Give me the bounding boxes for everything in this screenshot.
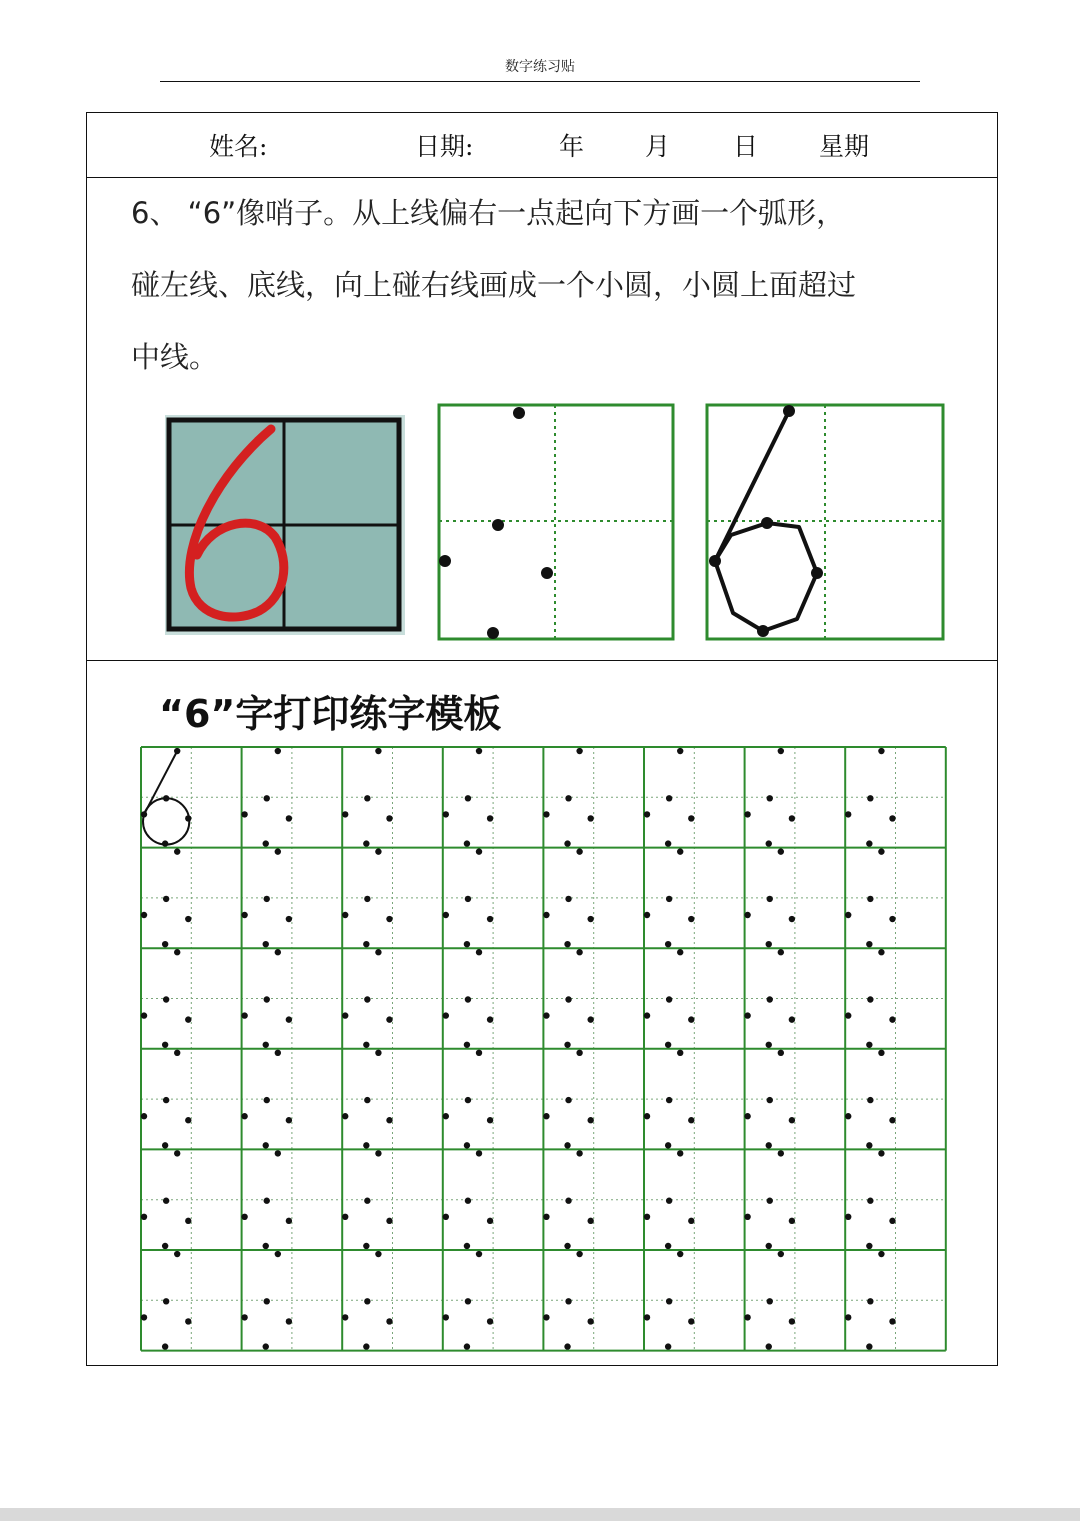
- practice-guide-dot: [565, 1198, 571, 1204]
- practice-guide-dot: [464, 941, 470, 947]
- practice-guide-dot: [644, 1012, 650, 1018]
- practice-guide-dot: [845, 811, 851, 817]
- practice-guide-dot: [543, 1314, 549, 1320]
- practice-guide-dot: [241, 1314, 247, 1320]
- practice-guide-dot: [866, 1343, 872, 1349]
- practice-guide-dot: [375, 1251, 381, 1257]
- practice-guide-dot: [867, 996, 873, 1002]
- practice-guide-dot: [375, 748, 381, 754]
- practice-guide-dot: [275, 1251, 281, 1257]
- practice-guide-dot: [878, 748, 884, 754]
- practice-guide-dot: [443, 1113, 449, 1119]
- practice-guide-dot: [464, 1042, 470, 1048]
- practice-guide-dot: [587, 815, 593, 821]
- header-rule: [160, 81, 920, 82]
- practice-guide-dot: [576, 1150, 582, 1156]
- practice-guide-dot: [688, 1218, 694, 1224]
- practice-guide-dot: [587, 916, 593, 922]
- practice-guide-dot: [564, 1142, 570, 1148]
- practice-guide-dot: [666, 1097, 672, 1103]
- practice-guide-dot: [778, 1251, 784, 1257]
- practice-guide-dot: [587, 1318, 593, 1324]
- guide-dot: [811, 567, 823, 579]
- practice-guide-dot: [665, 1042, 671, 1048]
- info-row: [87, 113, 997, 178]
- practice-guide-dot: [487, 1218, 493, 1224]
- practice-guide-dot: [677, 1050, 683, 1056]
- practice-guide-dot: [375, 848, 381, 854]
- guide-dot: [709, 555, 721, 567]
- instruction-line-1: 6、 “6”像哨子。从上线偏右一点起向下方画一个弧形，: [131, 196, 846, 230]
- practice-guide-dot: [464, 1343, 470, 1349]
- practice-guide-dot: [465, 896, 471, 902]
- practice-guide-dot: [174, 1251, 180, 1257]
- practice-guide-dot: [141, 1113, 147, 1119]
- practice-guide-dot: [767, 1198, 773, 1204]
- practice-guide-dot: [866, 1243, 872, 1249]
- practice-guide-dot: [476, 1150, 482, 1156]
- practice-guide-dot: [767, 1298, 773, 1304]
- practice-guide-dot: [363, 1243, 369, 1249]
- practice-guide-dot: [866, 840, 872, 846]
- practice-guide-dot: [677, 949, 683, 955]
- practice-guide-dot: [565, 996, 571, 1002]
- day-label: 日: [733, 132, 759, 161]
- practice-guide-dot: [185, 916, 191, 922]
- year-label: 年: [559, 132, 585, 161]
- practice-guide-dot: [386, 1218, 392, 1224]
- practice-guide-dot: [364, 795, 370, 801]
- practice-guide-dot: [464, 1142, 470, 1148]
- instruction-line-3: 中线。: [131, 340, 219, 374]
- date-label: 日期:: [415, 132, 474, 161]
- practice-guide-dot: [264, 1097, 270, 1103]
- practice-guide-dot: [677, 1251, 683, 1257]
- guide-dot: [492, 519, 504, 531]
- practice-guide-dot: [789, 916, 795, 922]
- practice-guide-dot: [275, 1150, 281, 1156]
- practice-guide-dot: [487, 1016, 493, 1022]
- practice-guide-dot: [162, 1142, 168, 1148]
- practice-guide-dot: [688, 1318, 694, 1324]
- practice-guide-dot: [867, 896, 873, 902]
- practice-guide-dot: [766, 1042, 772, 1048]
- practice-guide-dot: [264, 1298, 270, 1304]
- practice-guide-dot: [767, 1097, 773, 1103]
- practice-guide-dot: [543, 1012, 549, 1018]
- practice-guide-dot: [163, 795, 169, 801]
- practice-guide-dot: [778, 1150, 784, 1156]
- practice-guide-dot: [364, 1298, 370, 1304]
- practice-guide-dot: [889, 815, 895, 821]
- practice-guide-dot: [241, 912, 247, 918]
- practice-guide-dot: [241, 1012, 247, 1018]
- demo-trace-panel: [705, 401, 947, 643]
- practice-guide-dot: [889, 1016, 895, 1022]
- weekday-label: 星期: [819, 132, 870, 161]
- practice-guide-dot: [476, 1050, 482, 1056]
- practice-guide-dot: [185, 1318, 191, 1324]
- practice-guide-dot: [688, 916, 694, 922]
- practice-guide-dot: [565, 896, 571, 902]
- practice-guide-dot: [264, 896, 270, 902]
- practice-guide-dot: [766, 840, 772, 846]
- practice-guide-dot: [476, 1251, 482, 1257]
- practice-guide-dot: [185, 1218, 191, 1224]
- practice-guide-dot: [342, 1113, 348, 1119]
- practice-guide-dot: [386, 1117, 392, 1123]
- practice-guide-dot: [264, 1198, 270, 1204]
- practice-guide-dot: [163, 1298, 169, 1304]
- practice-guide-dot: [587, 1218, 593, 1224]
- practice-guide-dot: [889, 1318, 895, 1324]
- practice-guide-dot: [163, 896, 169, 902]
- practice-guide-dot: [867, 1097, 873, 1103]
- practice-guide-dot: [141, 1214, 147, 1220]
- practice-guide-dot: [889, 1117, 895, 1123]
- practice-guide-dot: [564, 941, 570, 947]
- practice-guide-dot: [789, 815, 795, 821]
- practice-grid: [139, 745, 949, 1355]
- practice-guide-dot: [174, 1150, 180, 1156]
- practice-guide-dot: [878, 1050, 884, 1056]
- practice-guide-dot: [665, 941, 671, 947]
- practice-guide-dot: [263, 840, 269, 846]
- practice-guide-dot: [576, 1050, 582, 1056]
- practice-guide-dot: [564, 1042, 570, 1048]
- practice-guide-dot: [543, 912, 549, 918]
- practice-guide-dot: [464, 840, 470, 846]
- practice-guide-dot: [543, 1113, 549, 1119]
- practice-guide-dot: [744, 1113, 750, 1119]
- practice-guide-dot: [564, 1243, 570, 1249]
- practice-guide-dot: [644, 912, 650, 918]
- practice-guide-dot: [465, 795, 471, 801]
- practice-guide-dot: [443, 1012, 449, 1018]
- practice-guide-dot: [241, 811, 247, 817]
- practice-guide-dot: [263, 1343, 269, 1349]
- practice-guide-dot: [263, 1243, 269, 1249]
- practice-guide-dot: [487, 1318, 493, 1324]
- practice-guide-dot: [766, 1343, 772, 1349]
- practice-guide-dot: [264, 795, 270, 801]
- practice-guide-dot: [666, 1198, 672, 1204]
- worksheet-frame: [86, 112, 998, 1366]
- practice-guide-dot: [543, 1214, 549, 1220]
- practice-guide-dot: [564, 1343, 570, 1349]
- practice-guide-dot: [174, 949, 180, 955]
- practice-guide-dot: [688, 1016, 694, 1022]
- practice-guide-dot: [889, 1218, 895, 1224]
- practice-guide-dot: [665, 1343, 671, 1349]
- practice-guide-dot: [162, 840, 168, 846]
- practice-guide-dot: [375, 1150, 381, 1156]
- practice-guide-dot: [163, 996, 169, 1002]
- instruction-section: [87, 177, 997, 661]
- practice-guide-dot: [162, 1343, 168, 1349]
- guide-dot: [439, 555, 451, 567]
- practice-guide-dot: [677, 848, 683, 854]
- practice-guide-dot: [342, 1314, 348, 1320]
- practice-guide-dot: [174, 1050, 180, 1056]
- sample-six-loop: [143, 798, 189, 844]
- practice-guide-dot: [845, 1314, 851, 1320]
- guide-dot: [513, 407, 525, 419]
- instruction-line-2: 碰左线、底线，向上碰右线画成一个小圆，小圆上面超过: [131, 268, 857, 302]
- practice-guide-dot: [576, 949, 582, 955]
- practice-guide-dot: [644, 1214, 650, 1220]
- guide-dot: [757, 625, 769, 637]
- practice-guide-dot: [363, 1343, 369, 1349]
- practice-guide-dot: [141, 1012, 147, 1018]
- practice-guide-dot: [666, 795, 672, 801]
- practice-guide-dot: [878, 1150, 884, 1156]
- practice-guide-dot: [464, 1243, 470, 1249]
- practice-guide-dot: [386, 1318, 392, 1324]
- practice-guide-dot: [185, 1016, 191, 1022]
- practice-guide-dot: [767, 996, 773, 1002]
- practice-guide-dot: [476, 748, 482, 754]
- practice-guide-dot: [487, 815, 493, 821]
- practice-guide-dot: [665, 840, 671, 846]
- practice-guide-dot: [789, 1218, 795, 1224]
- practice-guide-dot: [866, 1142, 872, 1148]
- practice-guide-dot: [644, 1113, 650, 1119]
- practice-guide-dot: [644, 1314, 650, 1320]
- practice-guide-dot: [665, 1243, 671, 1249]
- demo-digit-panel: [163, 413, 407, 637]
- practice-guide-dot: [465, 1097, 471, 1103]
- practice-guide-dot: [487, 1117, 493, 1123]
- practice-guide-dot: [789, 1117, 795, 1123]
- practice-guide-dot: [375, 1050, 381, 1056]
- practice-guide-dot: [866, 1042, 872, 1048]
- practice-guide-dot: [487, 916, 493, 922]
- demo-dots-panel: [437, 401, 677, 643]
- practice-guide-dot: [174, 748, 180, 754]
- template-title: “6”字打印练字模板: [159, 692, 502, 736]
- practice-guide-dot: [363, 941, 369, 947]
- practice-guide-dot: [241, 1113, 247, 1119]
- practice-guide-dot: [565, 1298, 571, 1304]
- practice-guide-dot: [878, 949, 884, 955]
- practice-guide-dot: [666, 1298, 672, 1304]
- bottom-scroll-bar: [0, 1508, 1080, 1521]
- practice-guide-dot: [677, 748, 683, 754]
- practice-guide-dot: [878, 848, 884, 854]
- practice-guide-dot: [778, 949, 784, 955]
- practice-guide-dot: [867, 1198, 873, 1204]
- practice-guide-dot: [766, 941, 772, 947]
- practice-guide-dot: [286, 815, 292, 821]
- practice-guide-dot: [163, 1097, 169, 1103]
- practice-guide-dot: [666, 996, 672, 1002]
- practice-guide-dot: [185, 1117, 191, 1123]
- guide-dot: [541, 567, 553, 579]
- practice-guide-dot: [174, 848, 180, 854]
- practice-guide-dot: [576, 748, 582, 754]
- guide-dot: [761, 517, 773, 529]
- practice-guide-dot: [275, 949, 281, 955]
- practice-guide-dot: [375, 949, 381, 955]
- practice-guide-dot: [465, 996, 471, 1002]
- practice-guide-dot: [564, 840, 570, 846]
- practice-guide-dot: [386, 916, 392, 922]
- practice-guide-dot: [162, 941, 168, 947]
- practice-guide-dot: [677, 1150, 683, 1156]
- practice-guide-dot: [443, 1214, 449, 1220]
- practice-guide-dot: [263, 1042, 269, 1048]
- practice-guide-dot: [867, 1298, 873, 1304]
- practice-guide-dot: [576, 1251, 582, 1257]
- practice-guide-dot: [576, 848, 582, 854]
- practice-guide-dot: [688, 815, 694, 821]
- practice-guide-dot: [565, 795, 571, 801]
- practice-guide-dot: [767, 896, 773, 902]
- practice-guide-dot: [476, 848, 482, 854]
- practice-guide-dot: [363, 1142, 369, 1148]
- practice-guide-dot: [644, 811, 650, 817]
- practice-guide-dot: [342, 1012, 348, 1018]
- practice-guide-dot: [543, 811, 549, 817]
- practice-guide-dot: [845, 1113, 851, 1119]
- practice-guide-dot: [363, 1042, 369, 1048]
- practice-guide-dot: [364, 896, 370, 902]
- practice-guide-dot: [767, 795, 773, 801]
- practice-guide-dot: [263, 1142, 269, 1148]
- practice-guide-dot: [275, 748, 281, 754]
- practice-guide-dot: [443, 912, 449, 918]
- practice-guide-dot: [878, 1251, 884, 1257]
- practice-guide-dot: [286, 916, 292, 922]
- practice-guide-dot: [364, 1198, 370, 1204]
- name-label: 姓名:: [209, 132, 268, 161]
- practice-guide-dot: [386, 815, 392, 821]
- practice-guide-dot: [476, 949, 482, 955]
- practice-guide-dot: [465, 1298, 471, 1304]
- practice-guide-dot: [688, 1117, 694, 1123]
- practice-guide-dot: [778, 748, 784, 754]
- practice-guide-dot: [141, 912, 147, 918]
- practice-guide-dot: [565, 1097, 571, 1103]
- practice-guide-dot: [744, 1012, 750, 1018]
- practice-guide-dot: [162, 1243, 168, 1249]
- page-header: 数字练习贴: [505, 59, 575, 75]
- practice-guide-dot: [264, 996, 270, 1002]
- practice-guide-dot: [778, 1050, 784, 1056]
- practice-guide-dot: [275, 848, 281, 854]
- practice-guide-dot: [789, 1016, 795, 1022]
- practice-guide-dot: [286, 1016, 292, 1022]
- practice-guide-dot: [162, 1042, 168, 1048]
- month-label: 月: [645, 132, 671, 161]
- practice-guide-dot: [342, 811, 348, 817]
- practice-guide-dot: [443, 811, 449, 817]
- practice-guide-dot: [465, 1198, 471, 1204]
- practice-guide-dot: [766, 1243, 772, 1249]
- practice-guide-dot: [665, 1142, 671, 1148]
- practice-guide-dot: [789, 1318, 795, 1324]
- practice-guide-dot: [363, 840, 369, 846]
- practice-guide-dot: [241, 1214, 247, 1220]
- practice-guide-dot: [342, 912, 348, 918]
- practice-guide-dot: [845, 1214, 851, 1220]
- practice-guide-dot: [666, 896, 672, 902]
- practice-guide-dot: [744, 1214, 750, 1220]
- guide-dot: [783, 405, 795, 417]
- practice-guide-dot: [744, 1314, 750, 1320]
- practice-guide-dot: [867, 795, 873, 801]
- practice-guide-dot: [342, 1214, 348, 1220]
- practice-guide-dot: [141, 1314, 147, 1320]
- practice-guide-dot: [587, 1117, 593, 1123]
- practice-guide-dot: [778, 848, 784, 854]
- practice-guide-dot: [141, 811, 147, 817]
- practice-guide-dot: [587, 1016, 593, 1022]
- practice-guide-dot: [185, 815, 191, 821]
- practice-guide-dot: [766, 1142, 772, 1148]
- practice-guide-dot: [286, 1318, 292, 1324]
- practice-guide-dot: [364, 996, 370, 1002]
- practice-guide-dot: [263, 941, 269, 947]
- practice-guide-dot: [286, 1117, 292, 1123]
- practice-guide-dot: [744, 912, 750, 918]
- practice-guide-dot: [286, 1218, 292, 1224]
- practice-guide-dot: [364, 1097, 370, 1103]
- practice-guide-dot: [866, 941, 872, 947]
- practice-guide-dot: [845, 912, 851, 918]
- practice-guide-dot: [744, 811, 750, 817]
- practice-guide-dot: [443, 1314, 449, 1320]
- practice-guide-dot: [163, 1198, 169, 1204]
- guide-dot: [487, 627, 499, 639]
- practice-guide-dot: [386, 1016, 392, 1022]
- practice-guide-dot: [889, 916, 895, 922]
- practice-guide-dot: [275, 1050, 281, 1056]
- practice-guide-dot: [845, 1012, 851, 1018]
